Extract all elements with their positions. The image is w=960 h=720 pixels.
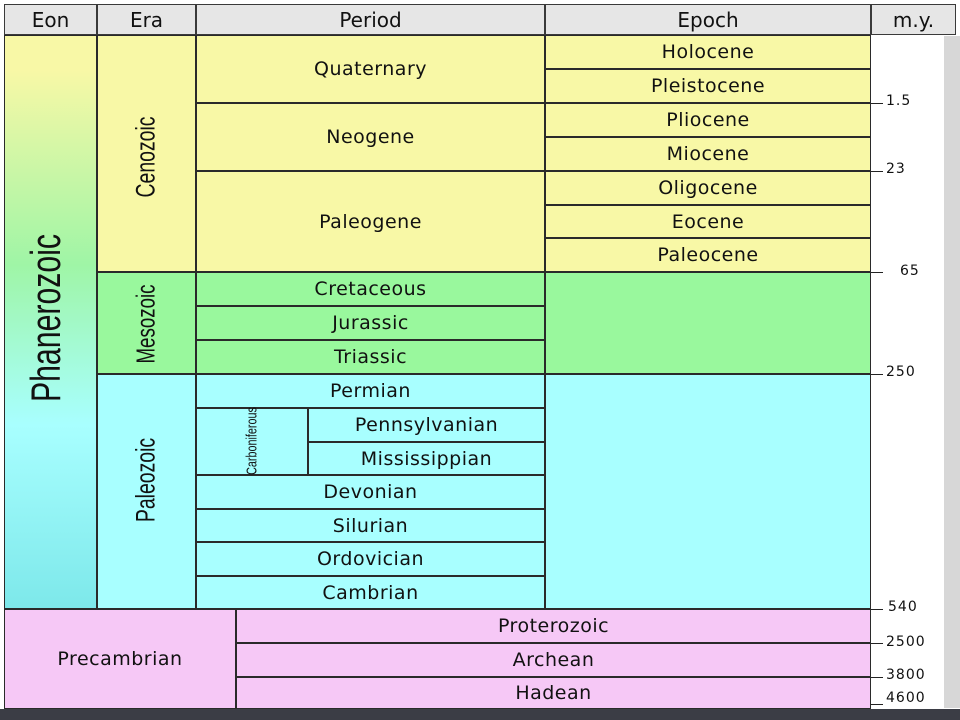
epoch-paleocene: Paleocene: [545, 238, 871, 272]
age-tick: [871, 704, 883, 705]
age-tick: [871, 677, 883, 678]
age-tick: [871, 103, 883, 104]
epoch-oligocene: Oligocene: [545, 171, 871, 205]
header-my: m.y.: [871, 4, 956, 35]
age-scale-bar: [944, 36, 960, 708]
age-tick: [871, 171, 883, 172]
period-triassic: Triassic: [196, 340, 545, 374]
age-label-4600: 4600: [886, 690, 926, 706]
period-pennsylvanian: Pennsylvanian: [308, 408, 545, 442]
period-silurian: Silurian: [196, 509, 545, 542]
epoch-paleozoic-blank: [545, 374, 871, 609]
period-carboniferous-label: Carboniferous: [243, 407, 261, 475]
age-tick: [871, 272, 883, 273]
era-mesozoic-label: Mesozoic: [130, 284, 161, 364]
period-paleogene: Paleogene: [196, 171, 545, 272]
age-label-2500: 2500: [886, 634, 926, 650]
period-jurassic: Jurassic: [196, 306, 545, 340]
age-tick: [871, 643, 883, 644]
epoch-mesozoic-blank: [545, 272, 871, 374]
age-label-1-5: 1.5: [886, 93, 912, 109]
period-devonian: Devonian: [196, 475, 545, 509]
period-archean: Archean: [236, 643, 871, 677]
header-era: Era: [97, 4, 196, 35]
period-permian: Permian: [196, 374, 545, 408]
era-paleozoic-label: Paleozoic: [130, 437, 161, 523]
period-hadean: Hadean: [236, 677, 871, 709]
epoch-pliocene: Pliocene: [545, 103, 871, 137]
epoch-holocene: Holocene: [545, 35, 871, 69]
period-ordovician: Ordovician: [196, 542, 545, 576]
age-label-65: 65: [900, 263, 920, 279]
header-epoch: Epoch: [545, 4, 871, 35]
period-mississippian: Mississippian: [308, 442, 545, 475]
header-period: Period: [196, 4, 545, 35]
age-tick: [871, 609, 883, 610]
era-cenozoic-label: Cenozoic: [130, 116, 161, 198]
age-label-250: 250: [886, 364, 916, 380]
period-proterozoic: Proterozoic: [236, 609, 871, 643]
header-eon: Eon: [4, 4, 97, 35]
eon-phanerozoic-label: Phanerozoic: [22, 233, 69, 403]
period-neogene: Neogene: [196, 103, 545, 171]
period-cretaceous: Cretaceous: [196, 272, 545, 306]
period-cambrian: Cambrian: [196, 576, 545, 609]
epoch-pleistocene: Pleistocene: [545, 69, 871, 103]
eon-precambrian: Precambrian: [4, 609, 236, 709]
period-quaternary: Quaternary: [196, 35, 545, 103]
epoch-eocene: Eocene: [545, 205, 871, 238]
age-label-540: 540: [888, 599, 918, 615]
bottom-bar: [0, 709, 960, 720]
age-label-3800: 3800: [886, 667, 926, 683]
age-tick: [871, 374, 883, 375]
age-label-23: 23: [886, 161, 906, 177]
epoch-miocene: Miocene: [545, 137, 871, 171]
